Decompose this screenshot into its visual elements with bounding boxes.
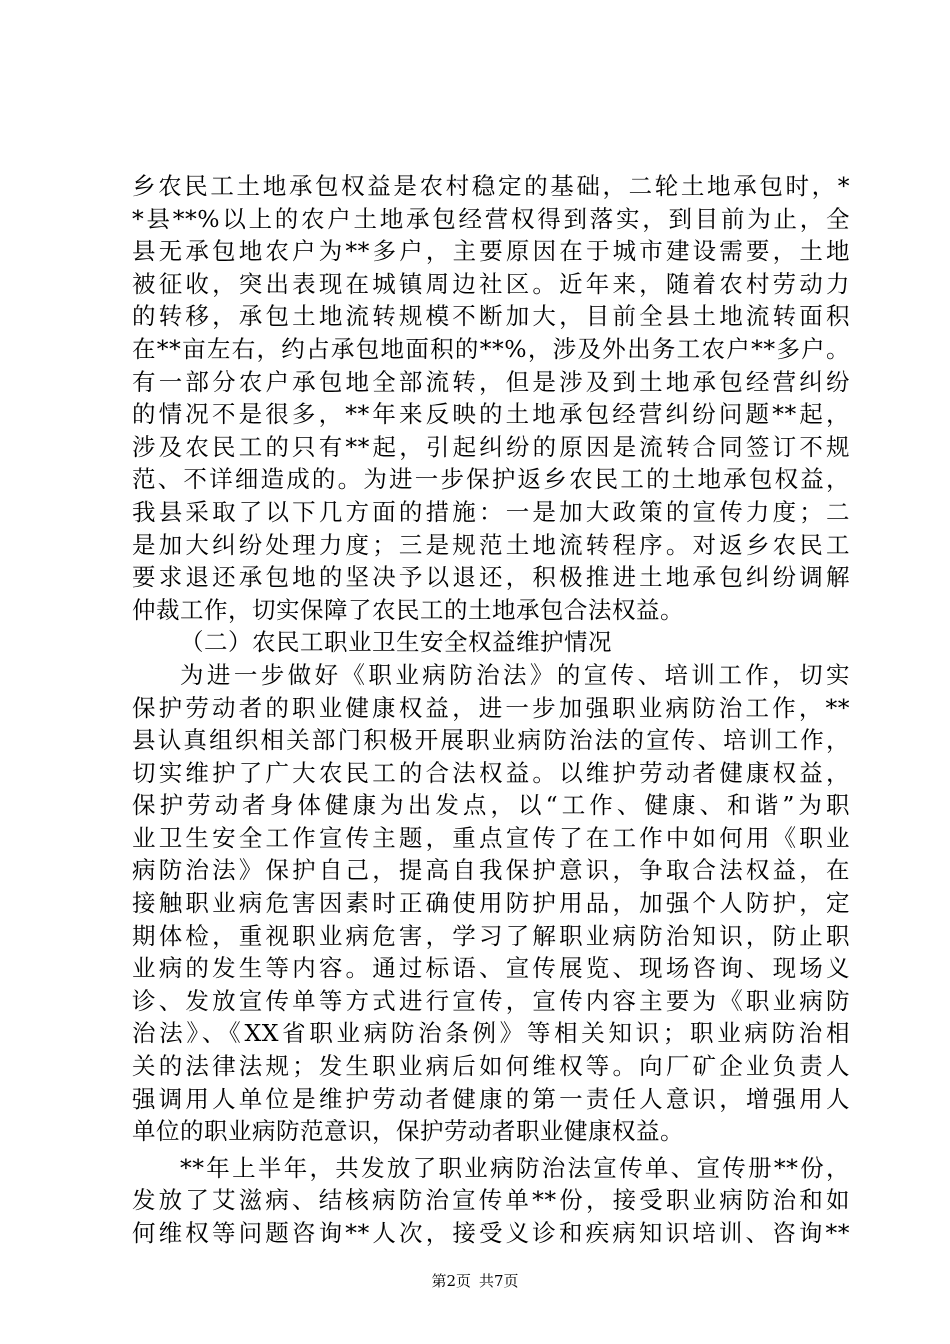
text-line: 乡农民工土地承包权益是农村稳定的基础，二轮土地承包时，*	[132, 172, 850, 200]
text-line: 业病的发生等内容。通过标语、宣传展览、现场咨询、现场义	[132, 954, 850, 983]
text-line: 是加大纠纷处理力度；三是规范土地流转程序。对返乡农民工	[132, 530, 850, 559]
section-heading	[132, 626, 850, 659]
text-line: 为进一步做好《职业病防治法》的宣传、培训工作，切实	[180, 660, 850, 689]
paragraph-occupational-health	[132, 659, 850, 1148]
text-line: *县**%以上的农户土地承包经营权得到落实，到目前为止，全	[132, 204, 850, 233]
text-line: 范、不详细造成的。为进一步保护返乡农民工的土地承包权益，	[132, 465, 850, 494]
text-line: 在**亩左右，约占承包地面积的**%，涉及外出务工农户**多户。	[132, 334, 850, 363]
text-line: 发放了艾滋病、结核病防治宣传单**份，接受职业病防治和如	[132, 1186, 850, 1215]
text-line: 病防治法》保护自己，提高自我保护意识，争取合法权益，在	[132, 856, 850, 885]
text-line: 切实维护了广大农民工的合法权益。以维护劳动者健康权益，	[132, 758, 850, 787]
text-line: 的转移，承包土地流转规模不断加大，目前全县土地流转面积	[132, 302, 850, 331]
page-number: 第2页	[431, 1272, 471, 1290]
text-line: 诊、发放宣传单等方式进行宣传，宣传内容主要为《职业病防	[132, 986, 850, 1015]
text-line: 保护劳动者的职业健康权益，进一步加强职业病防治工作，**	[132, 693, 850, 722]
text-line: 关的法律法规；发生职业病后如何维权等。向厂矿企业负责人	[132, 1052, 850, 1081]
text-line: 接触职业病危害因素时正确使用防护用品，加强个人防护，定	[132, 889, 850, 918]
text-line: 我县采取了以下几方面的措施：一是加大政策的宣传力度；二	[132, 497, 850, 526]
text-line: 县认真组织相关部门积极开展职业病防治法的宣传、培训工作，	[132, 726, 850, 755]
page-total: 共7页	[479, 1272, 519, 1290]
text-line: **年上半年，共发放了职业病防治法宣传单、宣传册**份，	[180, 1153, 850, 1182]
text-line: 治法》、《XX省职业病防治条例》等相关知识；职业病防治相	[132, 1019, 850, 1048]
text-line: 被征收，突出表现在城镇周边社区。近年来，随着农村劳动力	[132, 269, 850, 298]
text-line: 何维权等问题咨询**人次，接受义诊和疾病知识培训、咨询**	[132, 1219, 850, 1247]
document-body	[132, 170, 850, 1250]
text-line: 期体检，重视职业病危害，学习了解职业病防治知识，防止职	[132, 921, 850, 950]
section-heading-text: （二）农民工职业卫生安全权益维护情况	[180, 628, 612, 657]
text-line: 单位的职业病防范意识，保护劳动者职业健康权益。	[132, 1117, 684, 1146]
text-line: 的情况不是很多，**年来反映的土地承包经营纠纷问题**起，	[132, 400, 850, 429]
text-line: 强调用人单位是维护劳动者健康的第一责任人意识，增强用人	[132, 1084, 850, 1113]
page-footer	[0, 1271, 950, 1291]
text-line: 县无承包地农户为**多户，主要原因在于城市建设需要，土地	[132, 237, 850, 266]
text-line: 仲裁工作，切实保障了农民工的土地承包合法权益。	[132, 595, 684, 624]
text-line: 业卫生安全工作宣传主题，重点宣传了在工作中如何用《职业	[132, 823, 850, 852]
text-line: 涉及农民工的只有**起，引起纠纷的原因是流转合同签订不规	[132, 432, 850, 461]
text-line: 保护劳动者身体健康为出发点，以“工作、健康、和谐”为职	[132, 791, 850, 820]
paragraph-land-rights	[132, 170, 850, 626]
text-line: 有一部分农户承包地全部流转，但是涉及到土地承包经营纠纷	[132, 367, 850, 396]
text-line: 要求退还承包地的坚决予以退还，积极推进土地承包纠纷调解	[132, 563, 850, 592]
paragraph-statistics	[132, 1152, 850, 1250]
